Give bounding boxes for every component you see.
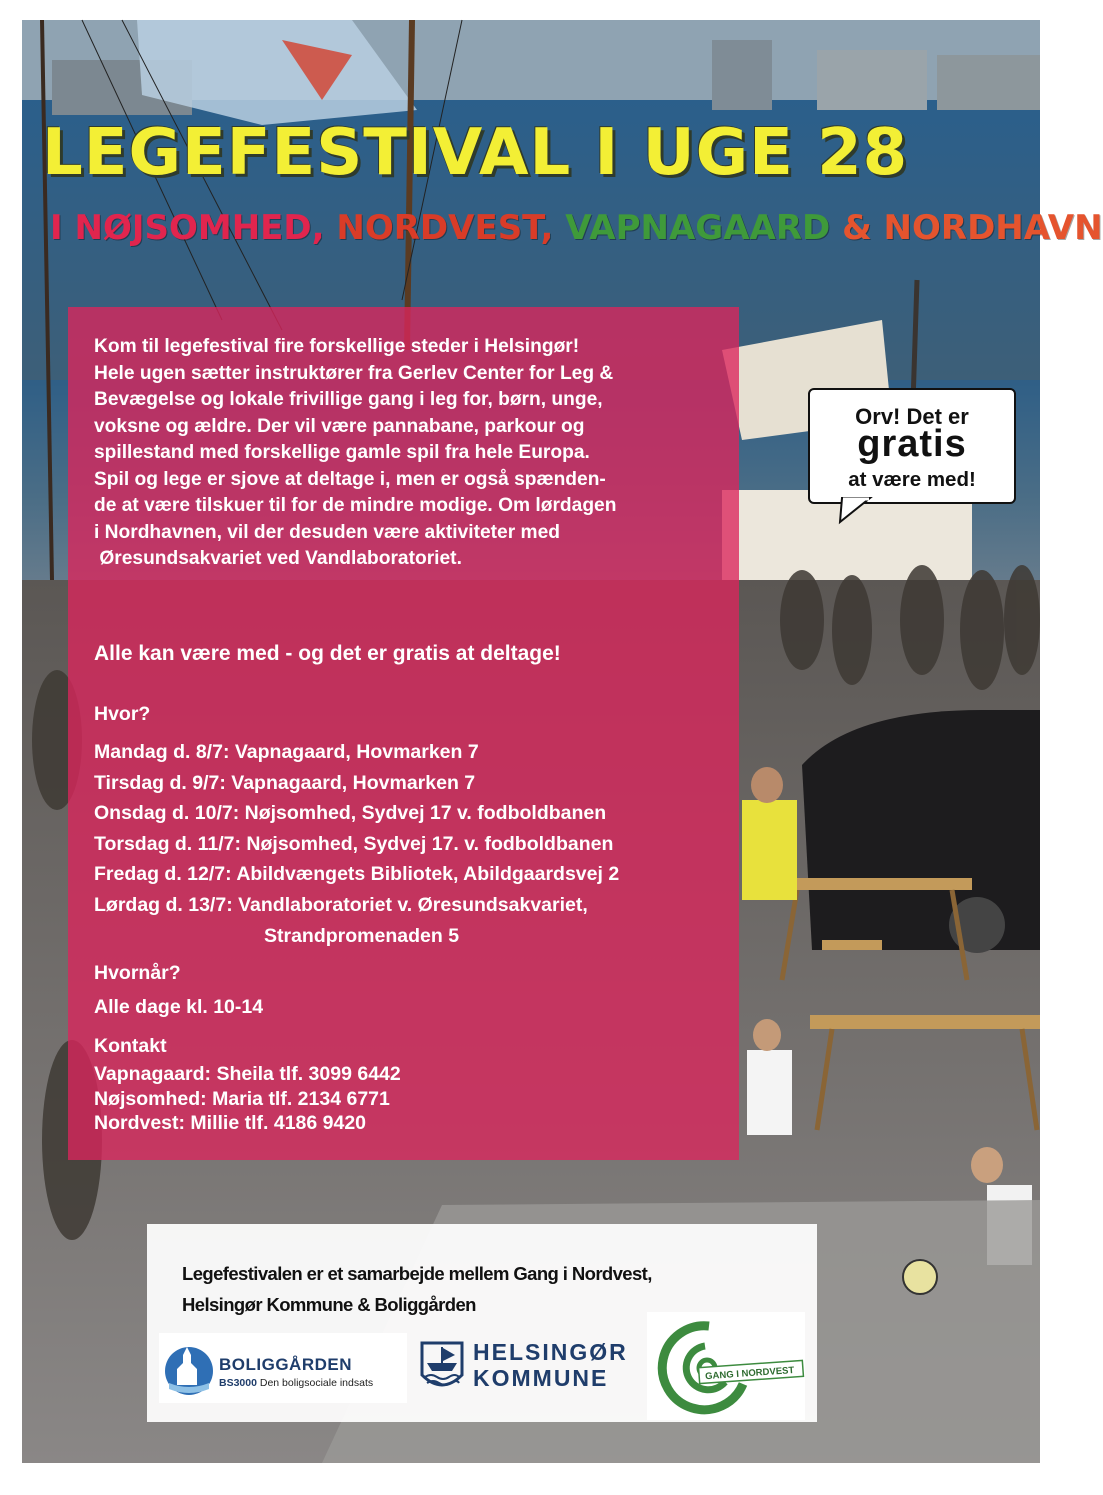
intro-line: Bevægelse og lokale frivillige gang i leg for, børn, unge, — [94, 389, 603, 410]
boliggaarden-code: BS3000 — [219, 1377, 257, 1389]
partners-line-2: Helsingør Kommune & Boliggården — [182, 1294, 476, 1315]
gang-i-nordvest-spiral-icon — [647, 1312, 805, 1420]
schedule-item: Fredag d. 12/7: Abildvængets Bibliotek, Abildgaardsvej 2 — [94, 863, 620, 886]
poster-subtitle — [50, 208, 1103, 248]
boliggaarden-tagline — [219, 1377, 373, 1389]
partners-line-1: Legefestivalen er et samarbejde mellem Gang i Nordvest, — [182, 1263, 652, 1284]
boliggaarden-emblem-icon — [163, 1339, 215, 1399]
contact-heading: Kontakt — [94, 1035, 167, 1057]
gang-i-nordvest-text: GANG I NORDVEST — [704, 1364, 795, 1383]
gang-i-nordvest-logo — [647, 1312, 805, 1420]
intro-line: spillestand med forskellige gamle spil fra hele Europa. — [94, 442, 590, 463]
intro-line: i Nordhavnen, vil der desuden være aktiviteter med — [94, 521, 560, 543]
when-value: Alle dage kl. 10-14 — [94, 996, 264, 1018]
subtitle-part-1: I NØJSOMHED, — [50, 208, 337, 248]
contact-item: Vapnagaard: Sheila tlf. 3099 6442 — [94, 1063, 401, 1085]
intro-line: Øresundsakvariet ved Vandlaboratoriet. — [94, 548, 462, 569]
info-panel — [68, 307, 739, 1160]
helsingor-ship-crest-icon — [417, 1333, 467, 1403]
bubble-line-3: at være med! — [848, 468, 976, 491]
partners-box — [147, 1224, 817, 1422]
schedule-item: Torsdag d. 11/7: Nøjsomhed, Sydvej 17. v. fodboldbanen — [94, 832, 614, 855]
schedule-item: Tirsdag d. 9/7: Vapnagaard, Hovmarken 7 — [94, 771, 476, 794]
speech-bubble-tail — [838, 498, 878, 524]
intro-text — [94, 334, 734, 573]
schedule-item: Mandag d. 8/7: Vapnagaard, Hovmarken 7 — [94, 741, 479, 763]
boliggaarden-logo — [159, 1333, 407, 1403]
intro-line: Spil og lege er sjove at deltage i, men er også spænden- — [94, 468, 606, 490]
contact-list — [94, 1062, 401, 1136]
schedule-list — [94, 737, 734, 951]
subtitle-part-3: VAPNAGAARD — [565, 208, 843, 248]
boliggaarden-sub: Den boligsociale indsats — [259, 1377, 374, 1389]
partners-text — [182, 1258, 802, 1320]
subtitle-part-2: NORDVEST, — [336, 208, 566, 248]
helsingor-line-2: KOMMUNE — [473, 1365, 609, 1391]
helsingor-line-1: HELSINGØR — [473, 1339, 628, 1365]
bubble-line-2: gratis — [857, 423, 967, 465]
schedule-item-continued: Strandpromenaden 5 — [264, 924, 460, 947]
boliggaarden-name: BOLIGGÅRDEN — [219, 1355, 352, 1374]
free-highlight: Alle kan være med - og det er gratis at deltage! — [94, 642, 561, 665]
intro-line: Kom til legefestival fire forskellige steder i Helsingør! — [94, 336, 580, 357]
poster-title: LEGEFESTIVAL I UGE 28 — [42, 116, 909, 190]
contact-item: Nordvest: Millie tlf. 4186 9420 — [94, 1112, 367, 1134]
subtitle-part-4: & NORDHAVN — [842, 208, 1103, 248]
schedule-item: Lørdag d. 13/7: Vandlaboratoriet v. Øresundsakvariet, — [94, 893, 588, 916]
speech-bubble — [808, 388, 1016, 504]
poster — [22, 20, 1103, 1463]
helsingor-kommune-logo — [413, 1331, 643, 1405]
where-heading: Hvor? — [94, 703, 151, 725]
when-heading: Hvornår? — [94, 962, 181, 984]
schedule-item: Onsdag d. 10/7: Nøjsomhed, Sydvej 17 v. fodboldbanen — [94, 802, 607, 825]
intro-line: voksne og ældre. Der vil være pannabane, parkour og — [94, 415, 585, 437]
contact-item: Nøjsomhed: Maria tlf. 2134 6771 — [94, 1087, 390, 1110]
bubble-line-1: Orv! Det er — [855, 404, 969, 429]
intro-line: de at være tilskuer til for de mindre modige. Om lørdagen — [94, 495, 617, 516]
helsingor-kommune-name — [473, 1339, 628, 1391]
intro-line: Hele ugen sætter instruktører fra Gerlev Center for Leg & — [94, 362, 614, 384]
